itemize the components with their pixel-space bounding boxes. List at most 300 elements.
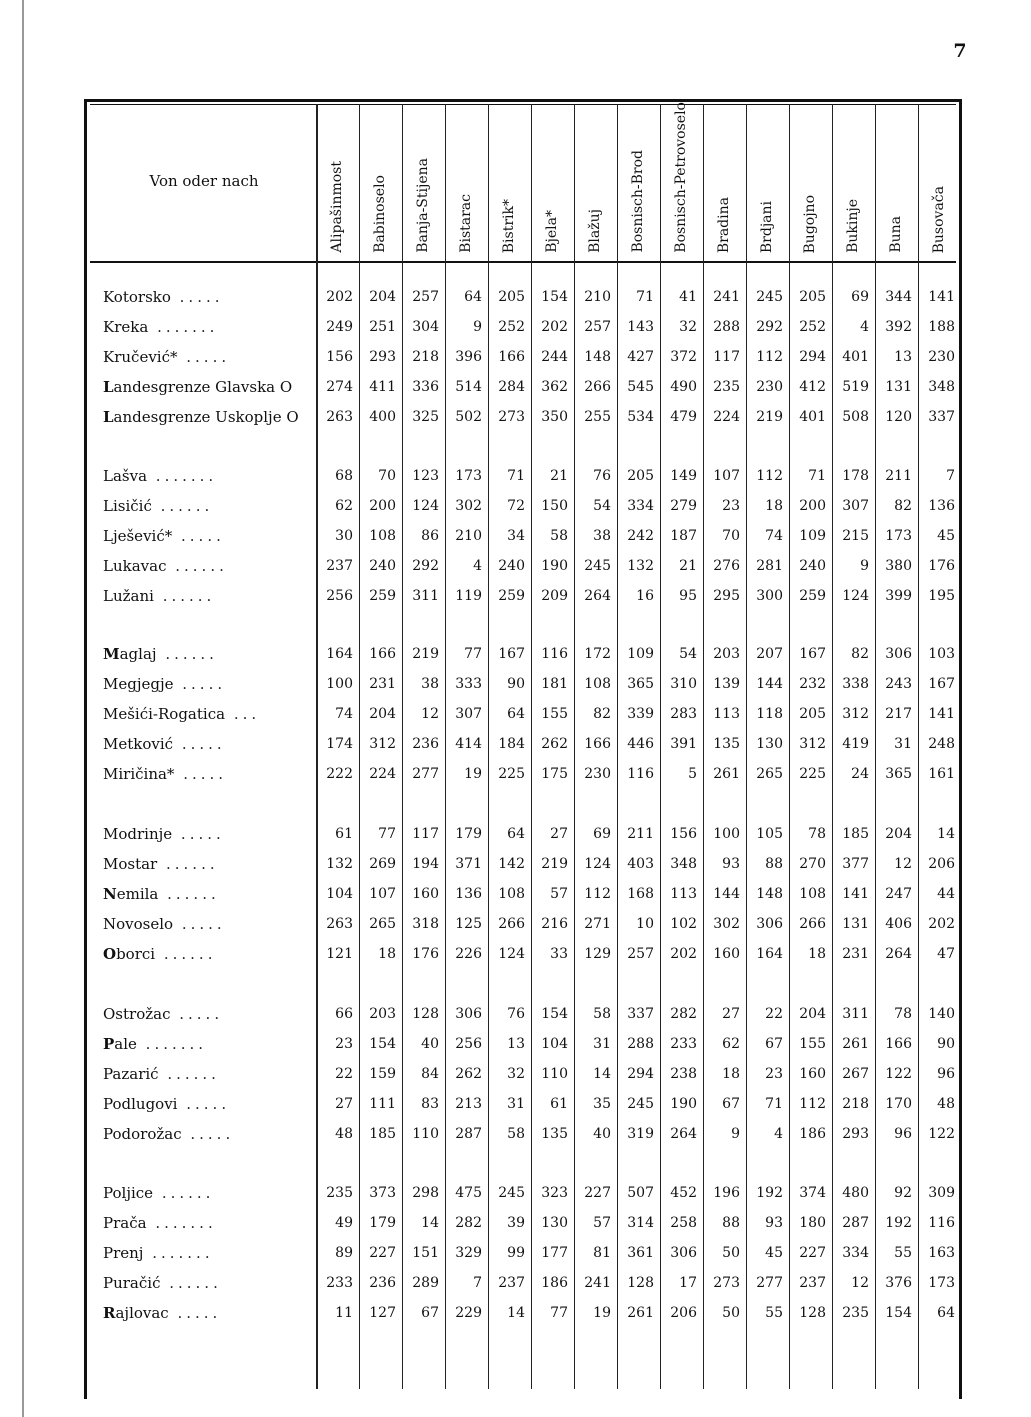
leader-dots: ...... [158, 885, 220, 903]
table-cell: 225 [498, 766, 525, 782]
table-cell: 411 [369, 379, 396, 395]
table-cell: 155 [541, 706, 568, 722]
table-cell: 67 [765, 1036, 783, 1052]
table-cell: 178 [842, 468, 869, 484]
table-cell: 17 [679, 1275, 697, 1291]
table-cell: 262 [455, 1066, 482, 1082]
row-label [103, 346, 313, 368]
table-cell: 103 [928, 646, 955, 662]
table-cell: 129 [584, 946, 611, 962]
table-cell: 507 [627, 1185, 654, 1201]
table-cell: 119 [455, 588, 482, 604]
table-cell: 154 [541, 1006, 568, 1022]
table-cell: 76 [593, 468, 611, 484]
table-cell: 107 [369, 886, 396, 902]
table-cell: 306 [756, 916, 783, 932]
table-cell: 151 [412, 1245, 439, 1261]
row-label [103, 823, 313, 845]
header-label: Von oder nach [149, 172, 259, 190]
table-cell: 179 [455, 826, 482, 842]
row-label-text: Lješević* [103, 527, 173, 545]
table-cell: 350 [541, 409, 568, 425]
table-cell: 128 [627, 1275, 654, 1291]
row-label [103, 763, 313, 785]
table-cell: 50 [722, 1245, 740, 1261]
table-cell: 240 [369, 558, 396, 574]
table-cell: 245 [498, 1185, 525, 1201]
table-cell: 287 [455, 1126, 482, 1142]
row-label [103, 853, 313, 875]
table-cell: 174 [326, 736, 353, 752]
column-header [875, 104, 918, 261]
table-cell: 22 [335, 1066, 353, 1082]
table-cell: 292 [756, 319, 783, 335]
table-cell: 372 [670, 349, 697, 365]
table-cell: 205 [799, 706, 826, 722]
table-cell: 240 [498, 558, 525, 574]
table-cell: 64 [937, 1305, 955, 1321]
table-cell: 102 [670, 916, 697, 932]
table-cell: 306 [670, 1245, 697, 1261]
leader-dots: ..... [170, 288, 224, 306]
table-cell: 23 [765, 1066, 783, 1082]
column-header-label: Bugojno [802, 194, 819, 253]
table-cell: 237 [799, 1275, 826, 1291]
table-cell: 244 [541, 349, 568, 365]
table-cell: 93 [722, 856, 740, 872]
table-cell: 232 [799, 676, 826, 692]
table-cell: 325 [412, 409, 439, 425]
leader-dots: ..... [173, 735, 226, 753]
row-label [103, 286, 313, 308]
table-cell: 13 [507, 1036, 525, 1052]
table-cell: 108 [584, 676, 611, 692]
table-cell: 168 [627, 886, 654, 902]
table-cell: 124 [584, 856, 611, 872]
table-cell: 110 [412, 1126, 439, 1142]
table-cell: 132 [326, 856, 353, 872]
table-cell: 86 [421, 528, 439, 544]
table-cell: 96 [894, 1126, 912, 1142]
leader-dots: ...... [157, 855, 219, 873]
table-cell: 116 [627, 766, 654, 782]
table-cell: 49 [335, 1215, 353, 1231]
table-cell: 225 [799, 766, 826, 782]
table-cell: 237 [498, 1275, 525, 1291]
table-cell: 124 [412, 498, 439, 514]
table-cell: 9 [731, 1126, 740, 1142]
row-label-text: Prenj [103, 1244, 144, 1262]
table-cell: 55 [894, 1245, 912, 1261]
table-cell: 141 [928, 706, 955, 722]
table-cell: 480 [842, 1185, 869, 1201]
row-label [103, 1063, 313, 1085]
table-cell: 27 [722, 1006, 740, 1022]
table-cell: 391 [670, 736, 697, 752]
table-cell: 519 [842, 379, 869, 395]
table-cell: 18 [808, 946, 826, 962]
table-cell: 144 [713, 886, 740, 902]
table-cell: 288 [627, 1036, 654, 1052]
leader-dots: ...... [166, 557, 228, 575]
table-cell: 265 [369, 916, 396, 932]
table-cell: 230 [584, 766, 611, 782]
table-cell: 319 [627, 1126, 654, 1142]
table-cell: 192 [756, 1185, 783, 1201]
table-cell: 124 [842, 588, 869, 604]
table-cell: 259 [369, 588, 396, 604]
table-cell: 108 [369, 528, 396, 544]
table-cell: 78 [894, 1006, 912, 1022]
row-label-text: Prača [103, 1214, 147, 1232]
table-cell: 204 [369, 289, 396, 305]
table-cell: 21 [679, 558, 697, 574]
table-cell: 334 [842, 1245, 869, 1261]
table-cell: 148 [756, 886, 783, 902]
column-header-label: Buna [888, 216, 905, 253]
row-label-text: Podorožac [103, 1125, 182, 1143]
table-cell: 427 [627, 349, 654, 365]
table-cell: 14 [507, 1305, 525, 1321]
table-cell: 452 [670, 1185, 697, 1201]
table-cell: 238 [670, 1066, 697, 1082]
table-cell: 172 [584, 646, 611, 662]
table-cell: 155 [799, 1036, 826, 1052]
table-cell: 264 [670, 1126, 697, 1142]
table-cell: 215 [842, 528, 869, 544]
table-cell: 210 [584, 289, 611, 305]
table-cell: 143 [627, 319, 654, 335]
table-cell: 175 [541, 766, 568, 782]
table-cell: 62 [722, 1036, 740, 1052]
column-header-label: Brdjani [759, 200, 776, 253]
table-cell: 71 [808, 468, 826, 484]
table-cell: 116 [928, 1215, 955, 1231]
row-label-text: Landesgrenze Uskoplje O [103, 408, 299, 426]
leader-dots: ..... [173, 675, 227, 693]
table-cell: 219 [541, 856, 568, 872]
table-cell: 113 [670, 886, 697, 902]
table-cell: 163 [928, 1245, 955, 1261]
table-cell: 69 [851, 289, 869, 305]
table-cell: 40 [593, 1126, 611, 1142]
table-cell: 271 [584, 916, 611, 932]
table-cell: 81 [593, 1245, 611, 1261]
table-cell: 130 [756, 736, 783, 752]
table-cell: 33 [550, 946, 568, 962]
table-cell: 14 [937, 826, 955, 842]
row-label-text: Landesgrenze Glavska O [103, 378, 293, 396]
table-cell: 120 [885, 409, 912, 425]
column-header-label: Bukinje [845, 199, 862, 253]
table-cell: 131 [842, 916, 869, 932]
table-cell: 77 [550, 1305, 568, 1321]
table-cell: 154 [885, 1305, 912, 1321]
table-cell: 245 [584, 558, 611, 574]
table-cell: 339 [627, 706, 654, 722]
table-cell: 130 [541, 1215, 568, 1231]
table-cell: 149 [670, 468, 697, 484]
table-cell: 122 [928, 1126, 955, 1142]
table-cell: 188 [928, 319, 955, 335]
table-cell: 125 [455, 916, 482, 932]
table-cell: 166 [369, 646, 396, 662]
table-cell: 99 [507, 1245, 525, 1261]
table-cell: 306 [455, 1006, 482, 1022]
table-cell: 54 [593, 498, 611, 514]
table-cell: 166 [584, 736, 611, 752]
table-cell: 231 [842, 946, 869, 962]
table-cell: 14 [421, 1215, 439, 1231]
table-cell: 230 [756, 379, 783, 395]
table-cell: 243 [885, 676, 912, 692]
table-cell: 170 [885, 1096, 912, 1112]
table-cell: 55 [765, 1305, 783, 1321]
leader-dots: ..... [173, 915, 226, 933]
table-cell: 266 [584, 379, 611, 395]
table-cell: 50 [722, 1305, 740, 1321]
table-cell: 23 [335, 1036, 353, 1052]
table-cell: 88 [722, 1215, 740, 1231]
table-cell: 140 [928, 1006, 955, 1022]
table-cell: 112 [584, 886, 611, 902]
table-cell: 218 [842, 1096, 869, 1112]
table-cell: 267 [842, 1066, 869, 1082]
table-cell: 154 [541, 289, 568, 305]
table-cell: 266 [498, 916, 525, 932]
table-cell: 95 [679, 588, 697, 604]
table-cell: 173 [455, 468, 482, 484]
column-header-label: Blažuj [587, 209, 604, 253]
table-cell: 190 [541, 558, 568, 574]
header-rule [90, 261, 956, 263]
table-cell: 218 [412, 349, 439, 365]
column-header-label: Bosnisch-Brod [630, 150, 647, 253]
table-cell: 38 [593, 528, 611, 544]
row-label [103, 1182, 313, 1204]
table-cell: 47 [937, 946, 955, 962]
row-label-text: Kreka [103, 318, 149, 336]
table-cell: 107 [713, 468, 740, 484]
table-cell: 82 [894, 498, 912, 514]
table-cell: 161 [928, 766, 955, 782]
table-cell: 71 [507, 468, 525, 484]
leader-dots: ...... [153, 587, 216, 605]
row-label [103, 1242, 313, 1264]
table-cell: 68 [335, 468, 353, 484]
table-cell: 365 [885, 766, 912, 782]
table-cell: 77 [378, 826, 396, 842]
table-cell: 166 [498, 349, 525, 365]
row-label-text: Poljice [103, 1184, 154, 1202]
table-cell: 235 [326, 1185, 353, 1201]
table-cell: 69 [593, 826, 611, 842]
table-cell: 545 [627, 379, 654, 395]
row-label [103, 316, 313, 338]
row-label [103, 673, 313, 695]
table-cell: 293 [842, 1126, 869, 1142]
table-cell: 31 [507, 1096, 525, 1112]
row-label-text: Maglaj [103, 645, 157, 663]
table-cell: 131 [885, 379, 912, 395]
table-cell: 274 [326, 379, 353, 395]
table-cell: 164 [756, 946, 783, 962]
table-cell: 167 [498, 646, 525, 662]
column-header [703, 104, 746, 261]
table-cell: 202 [541, 319, 568, 335]
table-cell: 401 [842, 349, 869, 365]
table-cell: 160 [713, 946, 740, 962]
table-cell: 13 [894, 349, 912, 365]
table-cell: 283 [670, 706, 697, 722]
leader-dots: ..... [172, 825, 225, 843]
table-cell: 276 [713, 558, 740, 574]
row-label-text: Modrinje [103, 825, 173, 843]
table-cell: 273 [713, 1275, 740, 1291]
table-cell: 77 [464, 646, 482, 662]
column-header [746, 104, 789, 261]
table-cell: 255 [584, 409, 611, 425]
table-cell: 58 [593, 1006, 611, 1022]
table-cell: 333 [455, 676, 482, 692]
table-cell: 122 [885, 1066, 912, 1082]
table-cell: 67 [722, 1096, 740, 1112]
column-header-label: Bistarac [458, 194, 475, 253]
table-cell: 90 [937, 1036, 955, 1052]
table-cell: 257 [627, 946, 654, 962]
leader-dots: ..... [181, 1125, 235, 1143]
table-cell: 156 [326, 349, 353, 365]
table-cell: 105 [756, 826, 783, 842]
table-cell: 185 [369, 1126, 396, 1142]
table-cell: 141 [928, 289, 955, 305]
table-cell: 249 [326, 319, 353, 335]
table-cell: 64 [464, 289, 482, 305]
table-cell: 70 [722, 528, 740, 544]
table-cell: 5 [688, 766, 697, 782]
column-header [531, 104, 574, 261]
table-cell: 245 [627, 1096, 654, 1112]
table-cell: 82 [851, 646, 869, 662]
margin-rule [22, 0, 24, 1417]
leader-dots: ....... [146, 1214, 217, 1232]
table-cell: 40 [421, 1036, 439, 1052]
table-cell: 311 [842, 1006, 869, 1022]
leader-dots: ...... [160, 1274, 222, 1292]
table-cell: 269 [369, 856, 396, 872]
table-cell: 74 [335, 706, 353, 722]
table-cell: 34 [507, 528, 525, 544]
row-label-text: Nemila [103, 885, 159, 903]
table-cell: 160 [799, 1066, 826, 1082]
table-cell: 177 [541, 1245, 568, 1261]
table-cell: 167 [928, 676, 955, 692]
table-cell: 295 [713, 588, 740, 604]
table-cell: 311 [412, 588, 439, 604]
table-cell: 237 [326, 558, 353, 574]
row-label-text: Lašva [103, 467, 148, 485]
table-cell: 219 [412, 646, 439, 662]
table-cell: 64 [507, 826, 525, 842]
table-cell: 104 [541, 1036, 568, 1052]
row-label-text: Oborci [103, 945, 156, 963]
table-cell: 7 [946, 468, 955, 484]
table-cell: 90 [507, 676, 525, 692]
row-label [103, 1093, 313, 1115]
table-cell: 70 [378, 468, 396, 484]
table-cell: 112 [756, 468, 783, 484]
column-header-label: Busovača [931, 185, 948, 253]
row-label [103, 883, 313, 905]
table-cell: 113 [713, 706, 740, 722]
table-cell: 231 [369, 676, 396, 692]
table-cell: 142 [498, 856, 525, 872]
row-label [103, 1302, 313, 1324]
table-cell: 88 [765, 856, 783, 872]
table-cell: 289 [412, 1275, 439, 1291]
column-header [832, 104, 875, 261]
row-label [103, 1212, 313, 1234]
row-label-text: Lisičić [103, 497, 152, 515]
leader-dots: ....... [136, 1035, 208, 1053]
table-cell: 72 [507, 498, 525, 514]
table-cell: 227 [584, 1185, 611, 1201]
column-header-label: Bosnisch-Petrovoselo [673, 102, 690, 253]
table-cell: 139 [713, 676, 740, 692]
table-cell: 230 [928, 349, 955, 365]
table-cell: 31 [894, 736, 912, 752]
row-label [103, 585, 313, 607]
table-cell: 74 [765, 528, 783, 544]
table-cell: 256 [326, 588, 353, 604]
table-cell: 111 [369, 1096, 396, 1112]
table-cell: 259 [799, 588, 826, 604]
table-cell: 202 [670, 946, 697, 962]
table-cell: 293 [369, 349, 396, 365]
table-cell: 89 [335, 1245, 353, 1261]
table-cell: 419 [842, 736, 869, 752]
leader-dots: ... [225, 705, 261, 723]
table-cell: 58 [507, 1126, 525, 1142]
table-cell: 247 [885, 886, 912, 902]
table-cell: 109 [627, 646, 654, 662]
table-cell: 264 [885, 946, 912, 962]
column-header-label: Bistrik* [501, 198, 518, 253]
row-label [103, 643, 313, 665]
table-cell: 282 [670, 1006, 697, 1022]
row-label-text: Metković [103, 735, 174, 753]
table-cell: 262 [541, 736, 568, 752]
page-number: 7 [953, 40, 967, 62]
column-header [488, 104, 531, 261]
table-cell: 264 [584, 588, 611, 604]
table-cell: 128 [799, 1305, 826, 1321]
row-label-text: Mostar [103, 855, 158, 873]
table-cell: 123 [412, 468, 439, 484]
table-cell: 302 [713, 916, 740, 932]
table-cell: 406 [885, 916, 912, 932]
table-cell: 306 [885, 646, 912, 662]
column-header [617, 104, 660, 261]
table-cell: 210 [455, 528, 482, 544]
table-cell: 403 [627, 856, 654, 872]
table-cell: 206 [928, 856, 955, 872]
table-cell: 38 [421, 676, 439, 692]
table-cell: 257 [412, 289, 439, 305]
table-cell: 78 [808, 826, 826, 842]
row-label-text: Pale [103, 1035, 137, 1053]
table-cell: 224 [713, 409, 740, 425]
